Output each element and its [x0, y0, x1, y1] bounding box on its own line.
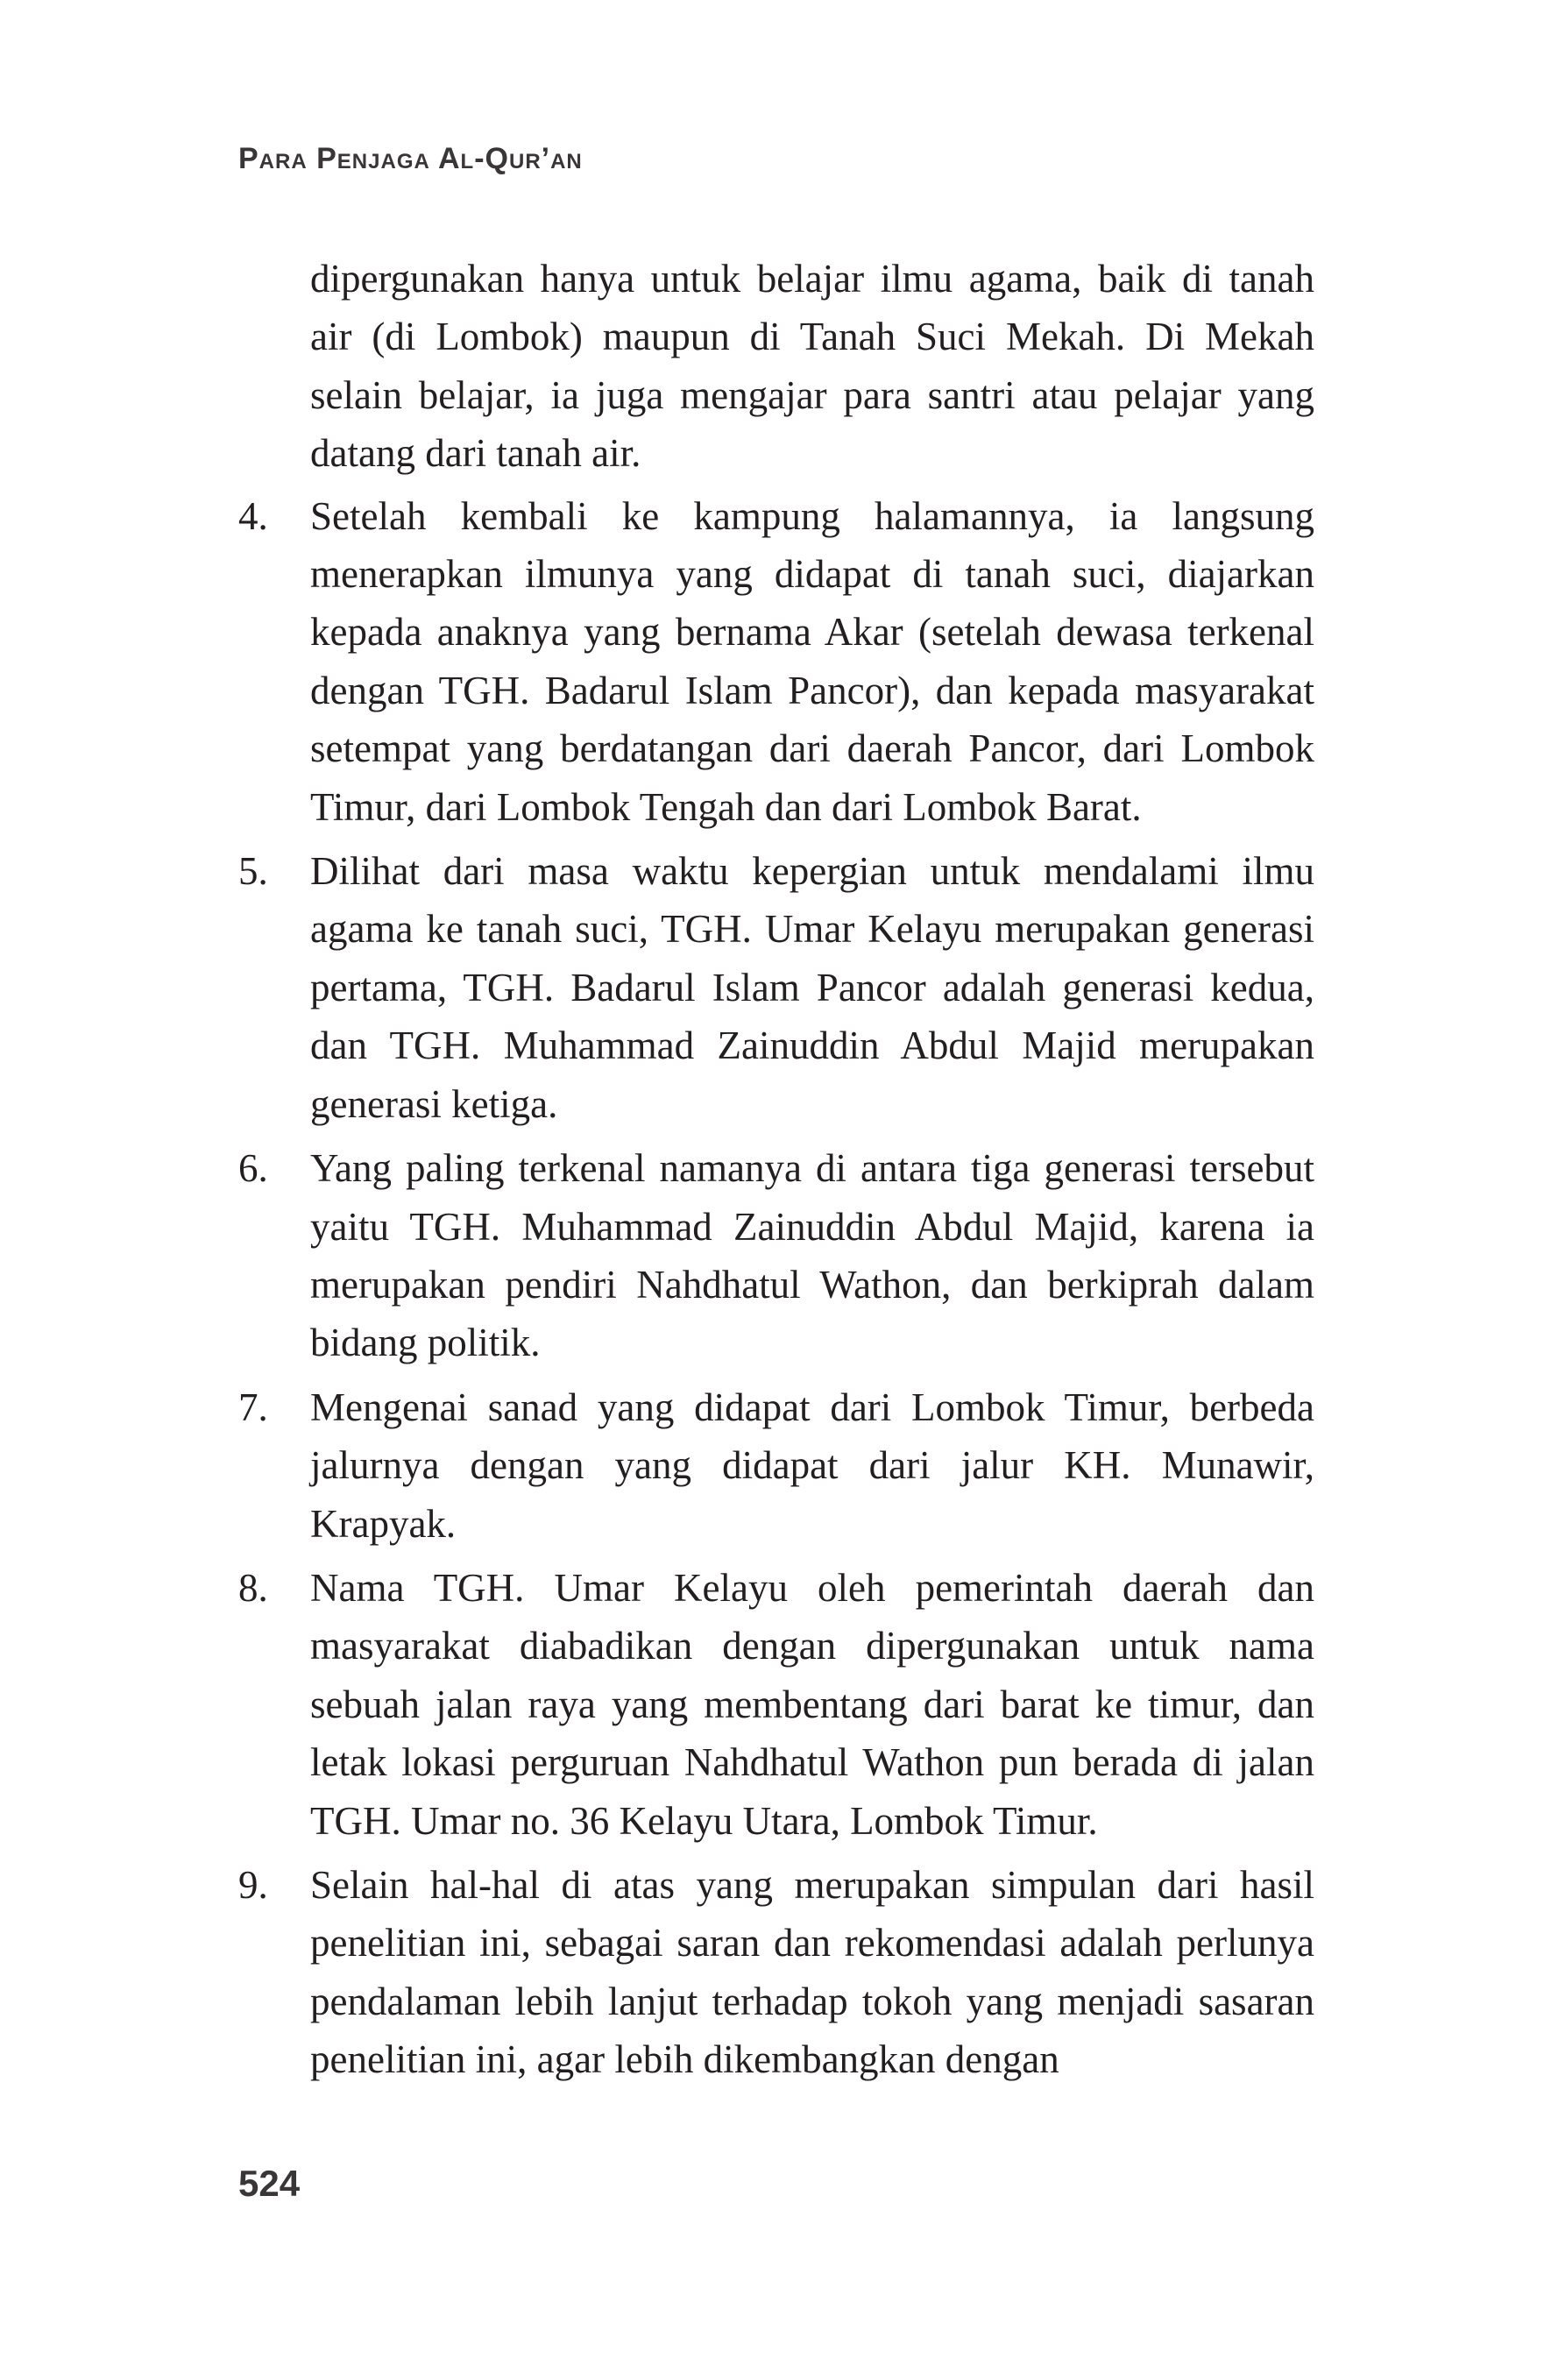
page-body	[238, 250, 1314, 2095]
list-item	[238, 1559, 1314, 1850]
list-item-number: 7.	[238, 1385, 268, 1429]
list-item-text: Mengenai sanad yang didapat dari Lombok Timur, berbeda jalurnya dengan yang didapat dari jalur KH. Munawir, Krapyak.	[310, 1385, 1314, 1546]
list-item-text: Selain hal-hal di atas yang merupakan simpulan dari hasil penelitian ini, sebagai saran dan rekomendasi adalah perlunya pendalaman lebih lanjut terhadap tokoh yang menjadi sasaran penelitian ini, agar lebih dikembangkan dengan	[310, 1862, 1314, 2082]
running-head: Para Penjaga Al-Qur’an	[238, 142, 583, 175]
page-number: 524	[238, 2163, 301, 2204]
list-item	[238, 1139, 1314, 1372]
list-item	[238, 487, 1314, 836]
list-item-number: 4.	[238, 493, 268, 538]
list-item	[238, 1378, 1314, 1553]
list-item-number: 5.	[238, 849, 268, 894]
list-item	[238, 1856, 1314, 2089]
list-item-text: Dilihat dari masa waktu kepergian untuk mendalami ilmu agama ke tanah suci, TGH. Umar Kelayu merupakan generasi pertama, TGH. Badarul Islam Pancor adalah generasi kedua, dan TGH. Muhammad Zainuddin Abdul Majid merupakan generasi ketiga.	[310, 849, 1314, 1126]
list-item-text: Setelah kembali ke kampung halamannya, ia langsung menerapkan ilmunya yang didapat di tanah suci, diajarkan kepada anaknya yang bernama Akar (setelah dewasa terkenal dengan TGH. Badarul Islam Pancor), dan kepada masyarakat setempat yang berdatangan dari daerah Pancor, dari Lombok Timur, dari Lombok Tengah dan dari Lombok Barat.	[310, 493, 1314, 829]
list-item-text: Yang paling terkenal namanya di antara tiga generasi tersebut yaitu TGH. Muhammad Zainuddin Abdul Majid, karena ia merupakan pendiri Nahdhatul Wathon, dan berkiprah dalam bidang politik.	[310, 1146, 1314, 1365]
list-item	[238, 842, 1314, 1133]
list-item-number: 6.	[238, 1146, 268, 1191]
numbered-list	[238, 487, 1314, 2089]
list-item-number: 8.	[238, 1565, 268, 1610]
list-item-number: 9.	[238, 1862, 268, 1907]
continuation-paragraph: dipergunakan hanya untuk belajar ilmu agama, baik di tanah air (di Lombok) maupun di Tanah Suci Mekah. Di Mekah selain belajar, ia juga mengajar para santri atau pelajar yang datang dari tanah air.	[310, 257, 1314, 476]
list-item-text: Nama TGH. Umar Kelayu oleh pemerintah daerah dan masyarakat diabadikan dengan dipergunakan untuk nama sebuah jalan raya yang membentang dari barat ke timur, dan letak lokasi perguruan Nahdhatul Wathon pun berada di jalan TGH. Umar no. 36 Kelayu Utara, Lombok Timur.	[310, 1565, 1314, 1843]
